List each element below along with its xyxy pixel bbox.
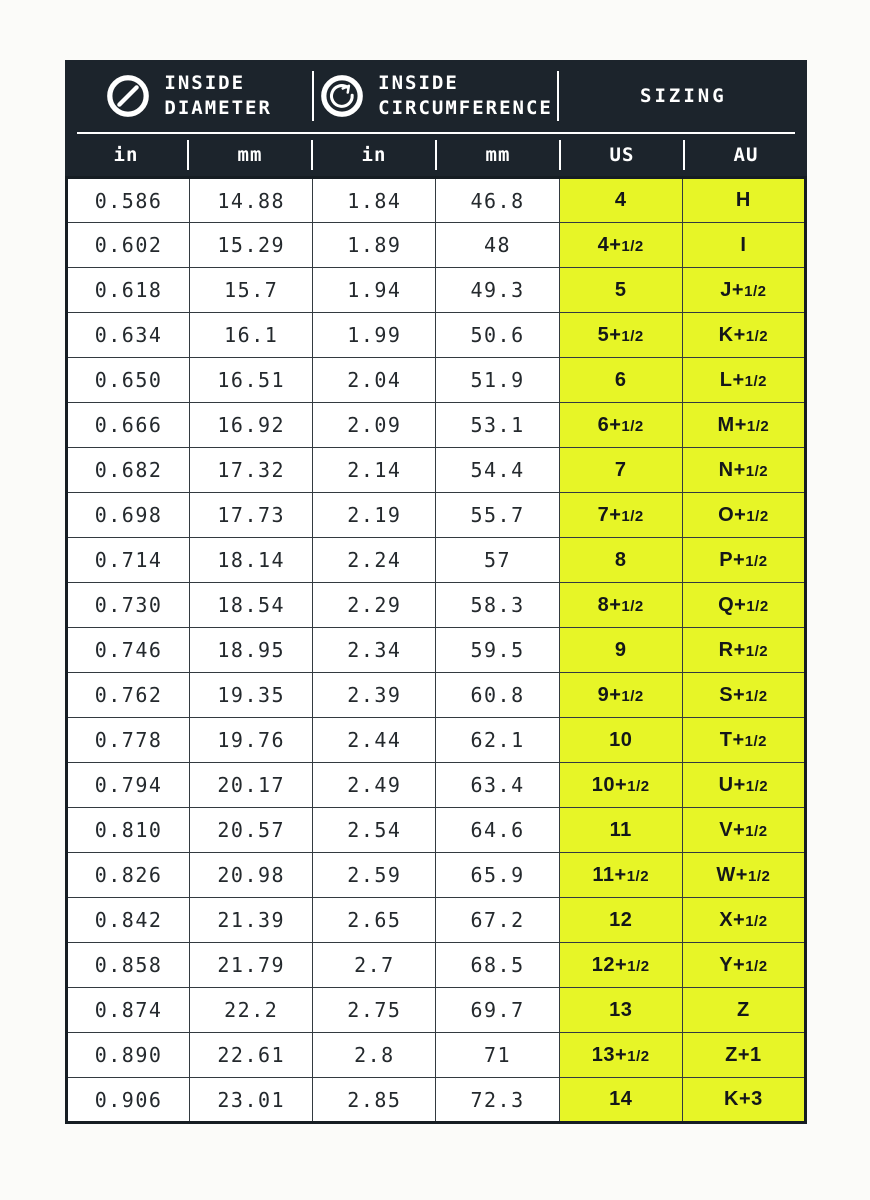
circumference-mm-cell: 55.7 (436, 493, 559, 538)
diameter-in-cell: 0.602 (67, 223, 190, 268)
table-row (67, 178, 806, 223)
diameter-in-cell: 0.906 (67, 1078, 190, 1123)
half-fraction: 1/2 (746, 597, 769, 615)
diameter-mm-cell: 15.29 (190, 223, 313, 268)
diameter-mm-cell: 23.01 (190, 1078, 313, 1123)
au-size-cell: Z (682, 988, 805, 1033)
diameter-mm-cell: 18.14 (190, 538, 313, 583)
circumference-in-cell: 2.75 (313, 988, 436, 1033)
half-fraction: 1/2 (745, 552, 768, 570)
header-divider (557, 71, 559, 121)
diameter-mm-cell: 15.7 (190, 268, 313, 313)
us-size-cell: 12 (559, 898, 682, 943)
circumference-mm-cell: 69.7 (436, 988, 559, 1033)
table-body (67, 178, 806, 1123)
ring-size-table (65, 60, 807, 1124)
diameter-mm-cell: 21.39 (190, 898, 313, 943)
column-header-diameter-mm: mm (187, 140, 311, 170)
table-row (67, 358, 806, 403)
circumference-mm-cell: 72.3 (436, 1078, 559, 1123)
au-size-cell: R+1/2 (682, 628, 805, 673)
table-row (67, 1078, 806, 1123)
diameter-mm-cell: 20.98 (190, 853, 313, 898)
us-size-cell: 12+1/2 (559, 943, 682, 988)
circumference-mm-cell: 58.3 (436, 583, 559, 628)
table-row (67, 223, 806, 268)
au-size-cell: X+1/2 (682, 898, 805, 943)
au-size-cell: H (682, 178, 805, 223)
diameter-mm-cell: 14.88 (190, 178, 313, 223)
circumference-in-cell: 2.59 (313, 853, 436, 898)
us-size-cell: 5 (559, 268, 682, 313)
circumference-mm-cell: 71 (436, 1033, 559, 1078)
diameter-mm-cell: 16.92 (190, 403, 313, 448)
circumference-mm-cell: 50.6 (436, 313, 559, 358)
sizing-label: SIZING (640, 85, 727, 107)
us-size-cell: 8 (559, 538, 682, 583)
circumference-mm-cell: 64.6 (436, 808, 559, 853)
table-row (67, 988, 806, 1033)
header-group-inside-diameter (65, 71, 312, 121)
column-header-circumference-in: in (311, 140, 435, 170)
table-row (67, 583, 806, 628)
diameter-in-cell: 0.634 (67, 313, 190, 358)
diameter-in-cell: 0.746 (67, 628, 190, 673)
half-fraction: 1/2 (621, 327, 644, 345)
table-row (67, 448, 806, 493)
diameter-in-cell: 0.890 (67, 1033, 190, 1078)
table-row (67, 898, 806, 943)
circumference-in-cell: 2.7 (313, 943, 436, 988)
circumference-in-cell: 1.99 (313, 313, 436, 358)
circumference-in-cell: 2.24 (313, 538, 436, 583)
au-size-cell: I (682, 223, 805, 268)
half-fraction: 1/2 (627, 777, 650, 795)
half-fraction: 1/2 (744, 372, 768, 390)
au-size-cell: Y+1/2 (682, 943, 805, 988)
circumference-in-cell: 2.09 (313, 403, 436, 448)
us-size-cell: 5+1/2 (559, 313, 682, 358)
table-header (65, 60, 807, 176)
circumference-mm-cell: 59.5 (436, 628, 559, 673)
diameter-in-cell: 0.714 (67, 538, 190, 583)
column-header-circumference-mm: mm (435, 140, 559, 170)
us-size-cell: 6+1/2 (559, 403, 682, 448)
diameter-in-cell: 0.730 (67, 583, 190, 628)
table-row (67, 853, 806, 898)
us-size-cell: 7+1/2 (559, 493, 682, 538)
circumference-mm-cell: 57 (436, 538, 559, 583)
half-fraction: 1/2 (626, 867, 650, 885)
au-size-cell: K+3 (682, 1078, 805, 1123)
half-fraction: 1/2 (745, 642, 769, 660)
circumference-in-cell: 2.29 (313, 583, 436, 628)
circumference-mm-cell: 46.8 (436, 178, 559, 223)
circumference-mm-cell: 62.1 (436, 718, 559, 763)
half-fraction: 1/2 (627, 957, 650, 975)
circumference-mm-cell: 65.9 (436, 853, 559, 898)
diameter-mm-cell: 20.57 (190, 808, 313, 853)
half-fraction: 1/2 (621, 237, 644, 255)
us-size-cell: 10+1/2 (559, 763, 682, 808)
diameter-in-cell: 0.682 (67, 448, 190, 493)
inside-circumference-label: INSIDE CIRCUMFERENCE (378, 71, 553, 119)
circumference-in-cell: 2.8 (313, 1033, 436, 1078)
us-size-cell: 11+1/2 (559, 853, 682, 898)
half-fraction: 1/2 (745, 687, 768, 705)
au-size-cell: Q+1/2 (682, 583, 805, 628)
diameter-in-cell: 0.826 (67, 853, 190, 898)
us-size-cell: 6 (559, 358, 682, 403)
au-size-cell: P+1/2 (682, 538, 805, 583)
diameter-in-cell: 0.650 (67, 358, 190, 403)
circumference-in-cell: 2.49 (313, 763, 436, 808)
column-header-us-size: US (559, 140, 683, 170)
diameter-mm-cell: 16.1 (190, 313, 313, 358)
table-row (67, 493, 806, 538)
half-fraction: 1/2 (621, 507, 644, 525)
au-size-cell: U+1/2 (682, 763, 805, 808)
half-fraction: 1/2 (621, 597, 644, 615)
diameter-mm-cell: 20.17 (190, 763, 313, 808)
diameter-mm-cell: 21.79 (190, 943, 313, 988)
au-size-cell: J+1/2 (682, 268, 805, 313)
diameter-mm-cell: 16.51 (190, 358, 313, 403)
half-fraction: 1/2 (745, 462, 769, 480)
circumference-mm-cell: 68.5 (436, 943, 559, 988)
half-fraction: 1/2 (744, 732, 768, 750)
diameter-in-cell: 0.618 (67, 268, 190, 313)
circumference-in-cell: 2.85 (313, 1078, 436, 1123)
table-row (67, 673, 806, 718)
diameter-mm-cell: 17.73 (190, 493, 313, 538)
table-row (67, 1033, 806, 1078)
au-size-cell: S+1/2 (682, 673, 805, 718)
table-row (67, 718, 806, 763)
table-row (67, 313, 806, 358)
au-size-cell: N+1/2 (682, 448, 805, 493)
table-row (67, 943, 806, 988)
half-fraction: 1/2 (744, 282, 767, 300)
circumference-mm-cell: 60.8 (436, 673, 559, 718)
column-header-diameter-in: in (113, 144, 139, 166)
us-size-cell: 8+1/2 (559, 583, 682, 628)
us-size-cell: 13+1/2 (559, 1033, 682, 1078)
us-size-cell: 9 (559, 628, 682, 673)
us-size-cell: 7 (559, 448, 682, 493)
size-table-grid (65, 176, 807, 1124)
circumference-in-cell: 2.19 (313, 493, 436, 538)
table-row (67, 808, 806, 853)
inside-diameter-label: INSIDE DIAMETER (164, 71, 272, 119)
au-size-cell: T+1/2 (682, 718, 805, 763)
au-size-cell: L+1/2 (682, 358, 805, 403)
diameter-in-cell: 0.666 (67, 403, 190, 448)
table-row (67, 538, 806, 583)
half-fraction: 1/2 (745, 822, 768, 840)
diameter-mm-cell: 19.76 (190, 718, 313, 763)
table-row (67, 628, 806, 673)
us-size-cell: 11 (559, 808, 682, 853)
circumference-mm-cell: 67.2 (436, 898, 559, 943)
diameter-mm-cell: 22.2 (190, 988, 313, 1033)
header-divider (312, 71, 314, 121)
au-size-cell: M+1/2 (682, 403, 805, 448)
circumference-in-cell: 2.44 (313, 718, 436, 763)
half-fraction: 1/2 (621, 687, 644, 705)
half-fraction: 1/2 (745, 957, 768, 975)
au-size-cell: Z+1 (682, 1033, 805, 1078)
diameter-in-cell: 0.858 (67, 943, 190, 988)
diameter-in-cell: 0.794 (67, 763, 190, 808)
us-size-cell: 9+1/2 (559, 673, 682, 718)
us-size-cell: 14 (559, 1078, 682, 1123)
circumference-mm-cell: 53.1 (436, 403, 559, 448)
header-group-sizing (560, 85, 807, 107)
diameter-icon (105, 73, 151, 119)
circumference-in-cell: 2.14 (313, 448, 436, 493)
circumference-mm-cell: 49.3 (436, 268, 559, 313)
au-size-cell: O+1/2 (682, 493, 805, 538)
column-header-au-size: AU (683, 140, 807, 170)
us-size-cell: 10 (559, 718, 682, 763)
diameter-in-cell: 0.810 (67, 808, 190, 853)
us-size-cell: 13 (559, 988, 682, 1033)
au-size-cell: V+1/2 (682, 808, 805, 853)
circumference-mm-cell: 63.4 (436, 763, 559, 808)
circumference-in-cell: 2.04 (313, 358, 436, 403)
au-size-cell: W+1/2 (682, 853, 805, 898)
table-row (67, 763, 806, 808)
half-fraction: 1/2 (627, 1047, 650, 1065)
table-row (67, 403, 806, 448)
header-units-row (65, 134, 807, 176)
header-group-inside-circumference (312, 71, 559, 121)
diameter-mm-cell: 18.54 (190, 583, 313, 628)
header-title-row (65, 60, 807, 132)
circumference-icon (319, 73, 365, 119)
circumference-in-cell: 1.94 (313, 268, 436, 313)
diameter-mm-cell: 18.95 (190, 628, 313, 673)
us-size-cell: 4+1/2 (559, 223, 682, 268)
circumference-in-cell: 2.65 (313, 898, 436, 943)
table-row (67, 268, 806, 313)
diameter-in-cell: 0.698 (67, 493, 190, 538)
half-fraction: 1/2 (746, 417, 770, 435)
circumference-in-cell: 2.34 (313, 628, 436, 673)
circumference-in-cell: 1.89 (313, 223, 436, 268)
diameter-in-cell: 0.842 (67, 898, 190, 943)
diameter-mm-cell: 19.35 (190, 673, 313, 718)
us-size-cell: 4 (559, 178, 682, 223)
half-fraction: 1/2 (621, 417, 644, 435)
au-size-cell: K+1/2 (682, 313, 805, 358)
circumference-in-cell: 2.39 (313, 673, 436, 718)
circumference-in-cell: 1.84 (313, 178, 436, 223)
circumference-mm-cell: 48 (436, 223, 559, 268)
circumference-in-cell: 2.54 (313, 808, 436, 853)
half-fraction: 1/2 (745, 327, 769, 345)
diameter-in-cell: 0.586 (67, 178, 190, 223)
diameter-mm-cell: 22.61 (190, 1033, 313, 1078)
half-fraction: 1/2 (747, 867, 771, 885)
circumference-mm-cell: 54.4 (436, 448, 559, 493)
diameter-in-cell: 0.778 (67, 718, 190, 763)
diameter-mm-cell: 17.32 (190, 448, 313, 493)
half-fraction: 1/2 (746, 507, 769, 525)
diameter-in-cell: 0.874 (67, 988, 190, 1033)
diameter-in-cell: 0.762 (67, 673, 190, 718)
half-fraction: 1/2 (745, 912, 768, 930)
circumference-mm-cell: 51.9 (436, 358, 559, 403)
half-fraction: 1/2 (745, 777, 769, 795)
